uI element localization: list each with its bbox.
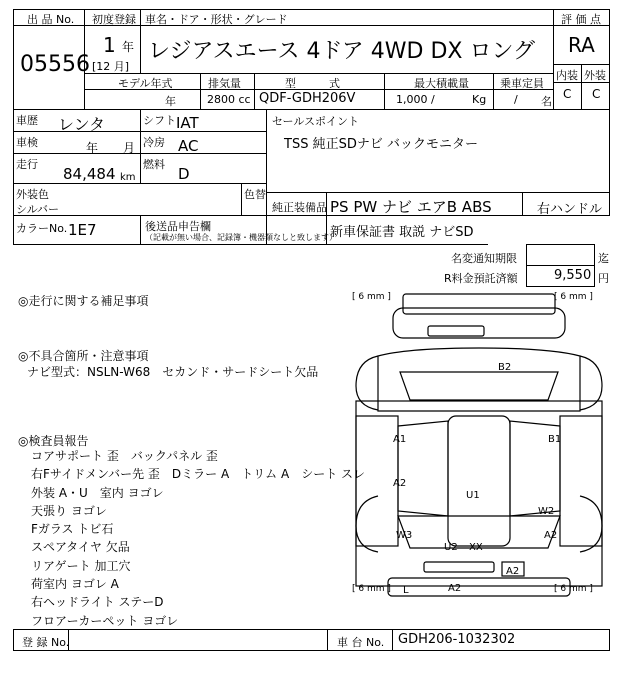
car-name-label: 車名・ドア・形状・グレード	[145, 13, 288, 26]
grid-line	[13, 183, 267, 184]
max-load: 1,000 /	[396, 93, 435, 106]
grid-line	[526, 244, 595, 245]
inspection-year: 年	[86, 141, 99, 155]
defects-title: ◎不具合箇所・注意事項	[18, 349, 149, 363]
grid-line	[13, 215, 610, 216]
inspection-month: 月	[123, 141, 136, 155]
rear-right-wheel-arch	[580, 496, 602, 552]
displacement-label: 排気量	[208, 77, 241, 90]
history-label: 車歴	[16, 114, 38, 127]
year-unit: 年	[122, 40, 135, 54]
shift: IAT	[176, 114, 199, 132]
history: レンタ	[58, 115, 105, 134]
front-bumper-outline	[403, 294, 555, 314]
damage-mark: A1	[393, 434, 407, 445]
recycle-unit: 円	[598, 272, 609, 285]
inspector-title: ◎検査員報告	[18, 434, 89, 448]
damage-mark: A2	[393, 478, 407, 489]
transfer-suffix: 迄	[598, 252, 609, 265]
rear-left-wheel-arch	[356, 496, 378, 552]
car-name: レジアスエース 4ドア 4WD DX ロング	[148, 39, 536, 64]
damage-mark: XX	[469, 542, 483, 553]
grid-line	[13, 9, 14, 245]
grid-line	[522, 192, 523, 215]
damage-mark: W3	[396, 530, 413, 541]
inspector-line: 荷室内 ヨゴレ A	[31, 577, 119, 591]
fuel-label: 燃料	[143, 158, 165, 171]
grid-line	[581, 64, 582, 110]
grid-line	[384, 73, 385, 110]
grid-line	[13, 650, 610, 651]
tire-tag-rear-right: [ 6 mm ]	[554, 584, 593, 594]
right-side-panel	[560, 416, 602, 546]
front-left-wheel-arch	[356, 356, 378, 410]
grid-line	[493, 73, 494, 110]
lot-no-label: 出 品 No.	[27, 13, 75, 26]
sales-point: TSS 純正SDナビ バックモニター	[284, 137, 478, 152]
grid-line	[13, 9, 610, 10]
reg-no-label: 登 録 No.	[22, 636, 70, 649]
interior-grade: C	[563, 87, 572, 101]
chassis-no: GDH206-1032302	[398, 632, 516, 647]
damage-mark: A2	[448, 583, 462, 594]
grid-line	[140, 9, 141, 73]
inspector-line: フロアーカーペット ヨゴレ	[31, 614, 179, 628]
grid-line	[526, 244, 527, 286]
displacement: 2800 cc	[207, 93, 251, 106]
max-load-label: 最大積載量	[414, 77, 469, 90]
after-reg-label: 後送品申告欄	[145, 220, 211, 233]
damage-mark: A2	[544, 530, 558, 541]
grid-line	[526, 265, 595, 266]
rear-plate-outline	[424, 562, 494, 572]
inspector-line: 右Fサイドメンバー先 歪 Dミラー A トリム A シート スレ	[31, 467, 366, 481]
mileage: 84,484	[63, 165, 116, 183]
grid-line	[392, 629, 393, 651]
shift-label: シフト	[143, 114, 176, 127]
inspector-line: Fガラス トビ石	[31, 522, 114, 536]
after-reg-note: （記載が無い場合、記録簿・機器類なしと致します）	[145, 233, 337, 242]
grid-line	[266, 192, 610, 193]
grid-line	[266, 109, 267, 245]
fuel: D	[178, 165, 190, 183]
equipment: PS PW ナビ エアB ABS	[330, 198, 492, 216]
inspector-line: 右ヘッドライト ステーD	[31, 595, 164, 609]
grid-line	[594, 244, 595, 286]
color-change-label: 色替	[244, 188, 266, 201]
grid-line	[609, 109, 610, 193]
chassis-label: 車 台 No.	[337, 636, 385, 649]
exterior-grade: C	[592, 87, 601, 101]
grid-line	[84, 73, 554, 74]
damage-mark: U2	[444, 542, 458, 553]
grid-line	[140, 215, 141, 245]
ac-label: 冷房	[143, 136, 165, 149]
inspector-line: コアサポート 歪 バックパネル 歪	[31, 449, 218, 463]
front-right-wheel-arch	[580, 356, 602, 410]
tire-tag-rear-left: [ 6 mm ]	[352, 584, 391, 594]
ext-color: シルバー	[16, 203, 59, 216]
lot-no: 05556	[20, 52, 90, 77]
warranty: 新車保証書 取説 ナビSD	[330, 225, 474, 240]
model-label: 型 式	[285, 77, 340, 90]
grid-line	[140, 109, 141, 183]
damage-mark: U1	[466, 490, 480, 501]
ext-color-label: 外装色	[16, 188, 49, 201]
damage-mark: B2	[498, 362, 512, 373]
capacity-label: 乗車定員	[500, 77, 544, 90]
color-no-label: カラーNo.	[16, 222, 68, 235]
capacity: /	[514, 93, 518, 106]
damage-mark: A2	[506, 566, 520, 577]
inspection-label: 車検	[16, 136, 38, 149]
inspector-line: リアゲート 加工穴	[31, 559, 131, 573]
front-plate-outline	[428, 326, 484, 336]
mileage-unit: km	[120, 172, 136, 183]
grid-line	[13, 109, 610, 110]
inspector-line: 外装 A・U 室内 ヨゴレ	[31, 486, 164, 500]
grid-line	[241, 183, 242, 215]
grid-line	[13, 244, 488, 245]
windshield-outline	[400, 372, 558, 400]
color-no: 1E7	[68, 221, 97, 239]
model-code: QDF-GDH206V	[259, 91, 356, 106]
running-notes-title: ◎走行に関する補足事項	[18, 294, 149, 308]
defects-text: ナビ型式：NSLN-W68 セカンド・サードシート欠品	[27, 365, 319, 379]
handle: 右ハンドル	[537, 202, 603, 217]
rating: RA	[568, 33, 595, 57]
grid-line	[609, 9, 610, 109]
tire-tag-front-right: [ 6 mm ]	[554, 292, 593, 302]
transfer-label: 名変通知期限	[451, 252, 517, 265]
recycle-value: 9,550	[554, 268, 592, 283]
damage-mark: W2	[538, 506, 555, 517]
roof-outline	[448, 416, 510, 546]
max-load-unit: Kg	[472, 93, 487, 106]
grid-line	[13, 629, 14, 651]
ac: AC	[178, 137, 199, 155]
grid-line	[13, 629, 610, 630]
model-year-label: モデル年式	[118, 77, 173, 90]
grid-line	[609, 192, 610, 215]
left-side-panel	[356, 416, 398, 546]
interior-label: 内装	[556, 69, 578, 82]
exterior-label: 外装	[584, 69, 606, 82]
grid-line	[609, 629, 610, 651]
grid-line	[327, 629, 328, 651]
inspector-line: スペアタイヤ 欠品	[31, 540, 130, 554]
tire-tag-front-left: [ 6 mm ]	[352, 292, 391, 302]
grid-line	[200, 73, 201, 110]
capacity-unit: 名	[541, 95, 552, 108]
equipment-label: 純正装備品	[272, 201, 327, 214]
sales-point-label: セールスポイント	[272, 115, 360, 128]
mileage-label: 走行	[16, 158, 38, 171]
rating-label: 評 価 点	[561, 13, 601, 26]
first-reg-label: 初度登録	[92, 13, 136, 26]
rear-bumper-outline	[388, 578, 570, 596]
inspector-line: 天張り ヨゴレ	[31, 504, 107, 518]
first-reg-month: [12 月]	[92, 60, 130, 73]
model-year-unit: 年	[165, 95, 176, 108]
vehicle-damage-diagram	[348, 286, 610, 606]
grid-line	[254, 73, 255, 110]
damage-mark: L	[403, 585, 409, 596]
front-grille-outline	[393, 308, 565, 338]
recycle-label: R料金預託済額	[444, 272, 518, 285]
first-reg-year: 1	[103, 33, 116, 57]
damage-mark: B1	[548, 434, 562, 445]
